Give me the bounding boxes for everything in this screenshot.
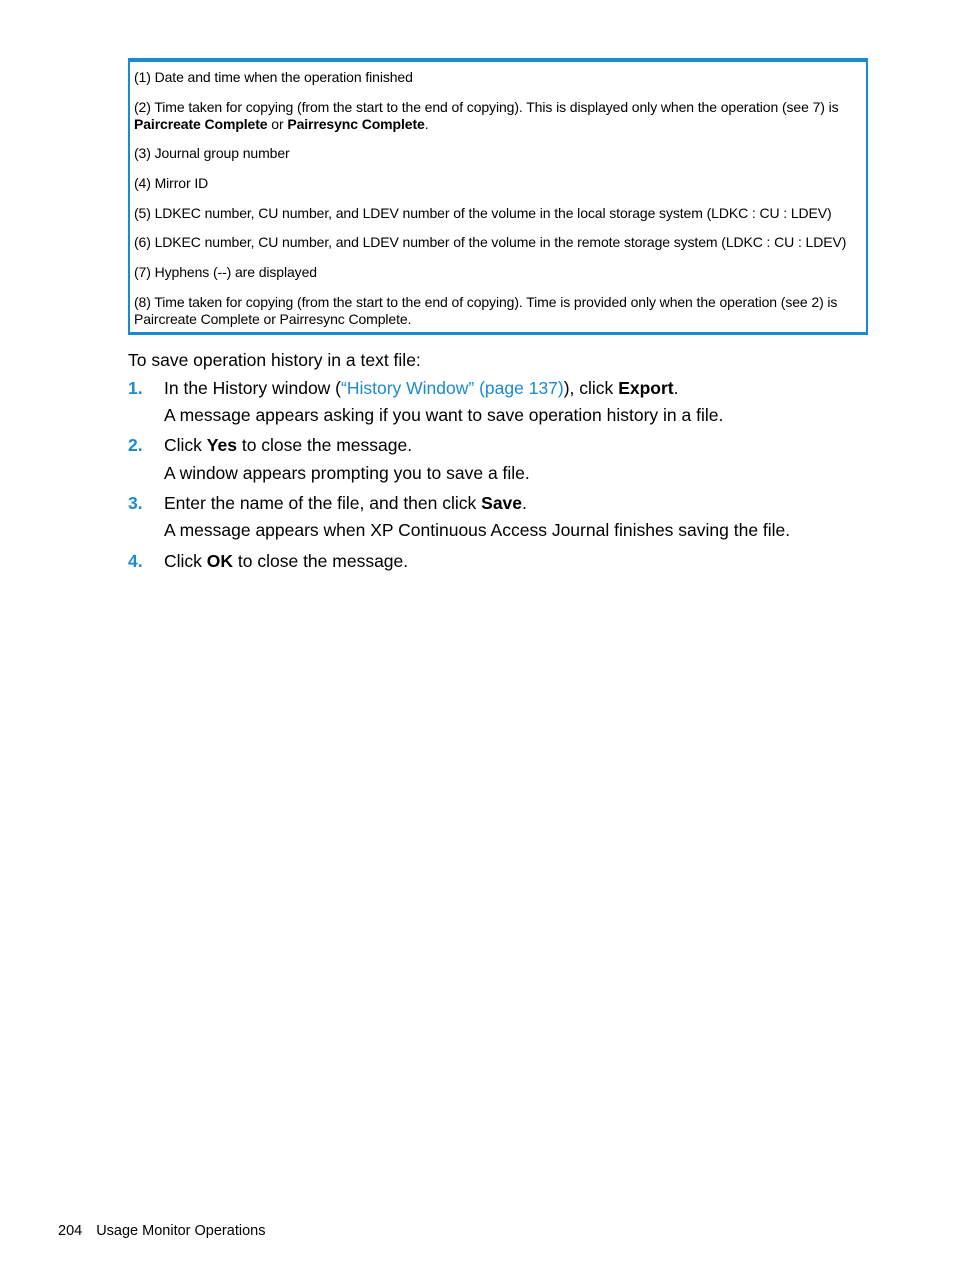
step-text-mid: ), click [563,378,619,398]
step-number: 1. [128,378,143,398]
legend-item-1: (1) Date and time when the operation finished [134,69,413,85]
footer-section-title: Usage Monitor Operations [96,1223,266,1239]
legend-item-8-line-2: Paircreate Complete or Pairresync Complete. [134,311,412,327]
legend-item-2-bold-1: Paircreate Complete [134,116,268,132]
step-text-bold: Save [481,493,523,513]
legend-box [128,58,868,335]
legend-item-5: (5) LDKEC number, CU number, and LDEV number of the volume in the local storage system (LDKC : CU : LDEV) [134,205,832,221]
legend-item-8-line-1: (8) Time taken for copying (from the start to the end of copying). Time is provided only when the operation (see 2) is [134,294,838,310]
step-number: 2. [128,435,143,455]
step-text [164,434,412,456]
step-text-end: to close the message. [236,435,413,455]
legend-item-2-end: . [424,116,429,132]
legend-item-2-text: (2) Time taken for copying (from the start to the end of copying). This is displayed only when the operation (see 7) is [134,99,839,115]
step-result: A window appears prompting you to save a file. [164,463,530,483]
step-text [164,377,679,399]
step-text [164,550,408,572]
step-text-bold: OK [206,551,234,571]
step-text-bold: Export [618,378,674,398]
step-text-pre: Click [164,551,207,571]
page-number: 204 [58,1223,83,1239]
step-text-bold: Yes [206,435,237,455]
legend-item-7: (7) Hyphens (--) are displayed [134,264,317,280]
step-text-end: . [522,493,527,513]
step-text-pre: Enter the name of the file, and then click [164,493,482,513]
legend-item-2-mid: or [267,116,288,132]
step-text-pre: Click [164,435,207,455]
intro-text: To save operation history in a text file: [128,350,421,370]
legend-item-4: (4) Mirror ID [134,175,209,191]
step-text-end: . [673,378,679,398]
step-number: 4. [128,551,143,571]
page-footer [58,1222,265,1240]
history-window-link[interactable]: “History Window” (page 137) [341,378,564,398]
legend-item-3: (3) Journal group number [134,145,290,161]
legend-item-8 [134,294,858,328]
step-number: 3. [128,493,143,513]
step-result: A message appears when XP Continuous Access Journal finishes saving the file. [164,520,791,540]
step-text-pre: In the History window ( [164,378,342,398]
legend-item-6: (6) LDKEC number, CU number, and LDEV number of the volume in the remote storage system (LDKC : CU : LDEV) [134,234,847,250]
legend-item-2-bold-2: Pairresync Complete [287,116,425,132]
step-text [164,492,527,514]
step-result: A message appears asking if you want to save operation history in a file. [164,405,724,425]
step-text-end: to close the message. [233,551,409,571]
legend-item-2 [134,99,858,133]
